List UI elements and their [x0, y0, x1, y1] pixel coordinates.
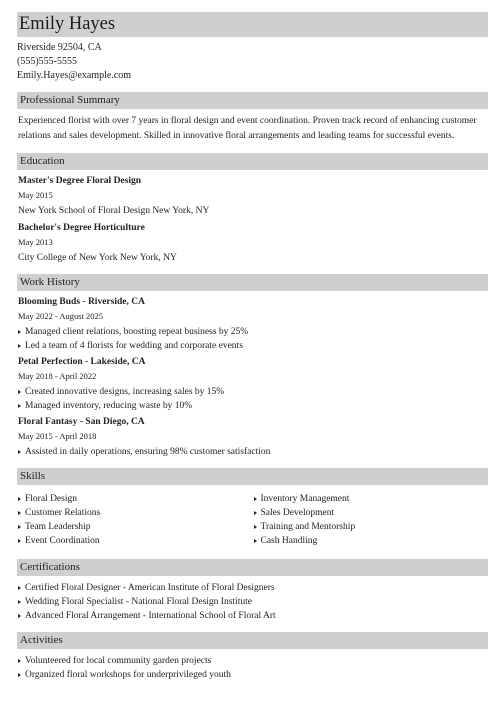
- bullet-icon: [254, 525, 257, 529]
- certifications-list: [17, 581, 488, 623]
- bullet-text: Created innovative designs, increasing sales by 15%: [25, 387, 225, 397]
- job-date: May 2015 - April 2018: [18, 431, 97, 441]
- list-item: [253, 534, 489, 548]
- list-item: [253, 492, 489, 506]
- job-bullets: [17, 385, 488, 413]
- list-item: [253, 520, 489, 534]
- job-entry: [17, 356, 488, 413]
- bullet-icon: [18, 511, 21, 515]
- section-header-education: [17, 153, 488, 170]
- section-header-skills: [17, 468, 488, 485]
- list-item: [17, 506, 253, 520]
- bullet-icon: [18, 390, 21, 394]
- list-item: [253, 506, 489, 520]
- list-item: [17, 339, 488, 353]
- bullet-text: Led a team of 4 florists for wedding and corporate events: [25, 341, 243, 351]
- bullet-icon: [254, 511, 257, 515]
- section-header-certifications: [17, 559, 488, 576]
- education-entry: [17, 175, 488, 218]
- degree-title: Bachelor's Degree Horticulture: [18, 223, 145, 233]
- list-item: [17, 534, 253, 548]
- list-item: [17, 492, 253, 506]
- job-date: May 2018 - April 2022: [18, 371, 97, 381]
- skill-text: Sales Development: [260, 508, 335, 518]
- skill-text: Event Coordination: [25, 536, 100, 546]
- list-item: [17, 445, 488, 459]
- bullet-text: Assisted in daily operations, ensuring 98% customer satisfaction: [25, 447, 271, 457]
- activity-text: Organized floral workshops for underprivileged youth: [25, 670, 231, 680]
- bullet-icon: [18, 344, 21, 348]
- job-title: Blooming Buds - Riverside, CA: [18, 297, 145, 307]
- bullet-icon: [18, 659, 21, 663]
- skill-text: Cash Handling: [260, 536, 318, 546]
- section-title: Certifications: [20, 561, 80, 573]
- bullet-icon: [18, 525, 21, 529]
- section-header-work: [17, 274, 488, 291]
- bullet-icon: [18, 404, 21, 408]
- certification-text: Certified Floral Designer - American Institute of Floral Designers: [25, 583, 275, 593]
- summary-text: Experienced florist with over 7 years in floral design and event coordination. Proven track record of enhancing customer relations and sales development. Skilled in innovative floral arrangements and leading teams for successful events.: [18, 116, 477, 141]
- job-date: May 2022 - August 2025: [18, 311, 103, 321]
- job-bullets: [17, 325, 488, 353]
- bullet-text: Managed inventory, reducing waste by 10%: [25, 401, 193, 411]
- education-entry: [17, 222, 488, 265]
- bullet-icon: [254, 539, 257, 543]
- certification-text: Advanced Floral Arrangement - International School of Floral Art: [25, 611, 276, 621]
- list-item: [17, 520, 253, 534]
- list-item: [17, 668, 488, 682]
- bullet-icon: [18, 330, 21, 334]
- bullet-icon: [18, 586, 21, 590]
- job-entry: [17, 416, 488, 459]
- activities-list: [17, 654, 488, 682]
- job-entry: [17, 296, 488, 353]
- contact-location: Riverside 92504, CA: [17, 42, 102, 53]
- list-item: [17, 654, 488, 668]
- contact-phone: (555)555-5555: [17, 56, 77, 67]
- section-header-summary: [17, 92, 488, 109]
- bullet-text: Managed client relations, boosting repeat business by 25%: [25, 327, 249, 337]
- bullet-icon: [18, 539, 21, 543]
- skill-text: Training and Mentorship: [260, 522, 356, 532]
- degree-date: May 2015: [18, 190, 53, 200]
- contact-info: [17, 41, 488, 83]
- list-item: [17, 581, 488, 595]
- activity-text: Volunteered for local community garden projects: [25, 656, 212, 666]
- skill-text: Inventory Management: [260, 494, 350, 504]
- certification-text: Wedding Floral Specialist - National Floral Design Institute: [25, 597, 252, 607]
- section-title: Professional Summary: [20, 94, 120, 106]
- bullet-icon: [254, 497, 257, 501]
- skill-text: Customer Relations: [25, 508, 101, 518]
- skills-column-left: [17, 492, 253, 548]
- school-name: New York School of Floral Design New York, NY: [18, 206, 210, 216]
- bullet-icon: [18, 450, 21, 454]
- candidate-name: Emily Hayes: [19, 14, 116, 34]
- school-name: City College of New York New York, NY: [18, 253, 177, 263]
- job-bullets: [17, 445, 488, 459]
- bullet-icon: [18, 614, 21, 618]
- bullet-icon: [18, 600, 21, 604]
- skills-column-right: [253, 492, 489, 548]
- bullet-icon: [18, 497, 21, 501]
- list-item: [17, 325, 488, 339]
- skill-text: Team Leadership: [25, 522, 91, 532]
- skill-text: Floral Design: [25, 494, 77, 504]
- degree-title: Master's Degree Floral Design: [18, 176, 142, 186]
- name-header: [17, 12, 488, 37]
- job-title: Floral Fantasy - San Diego, CA: [18, 417, 145, 427]
- skills-grid: [17, 490, 488, 550]
- list-item: [17, 385, 488, 399]
- list-item: [17, 595, 488, 609]
- list-item: [17, 399, 488, 413]
- section-title: Work History: [20, 276, 80, 288]
- job-title: Petal Perfection - Lakeside, CA: [18, 357, 146, 367]
- contact-email: Emily.Hayes@example.com: [17, 70, 132, 81]
- list-item: [17, 609, 488, 623]
- section-title: Education: [20, 155, 65, 167]
- degree-date: May 2013: [18, 237, 53, 247]
- section-header-activities: [17, 632, 488, 649]
- section-title: Activities: [20, 634, 63, 646]
- bullet-icon: [18, 673, 21, 677]
- section-title: Skills: [20, 470, 46, 482]
